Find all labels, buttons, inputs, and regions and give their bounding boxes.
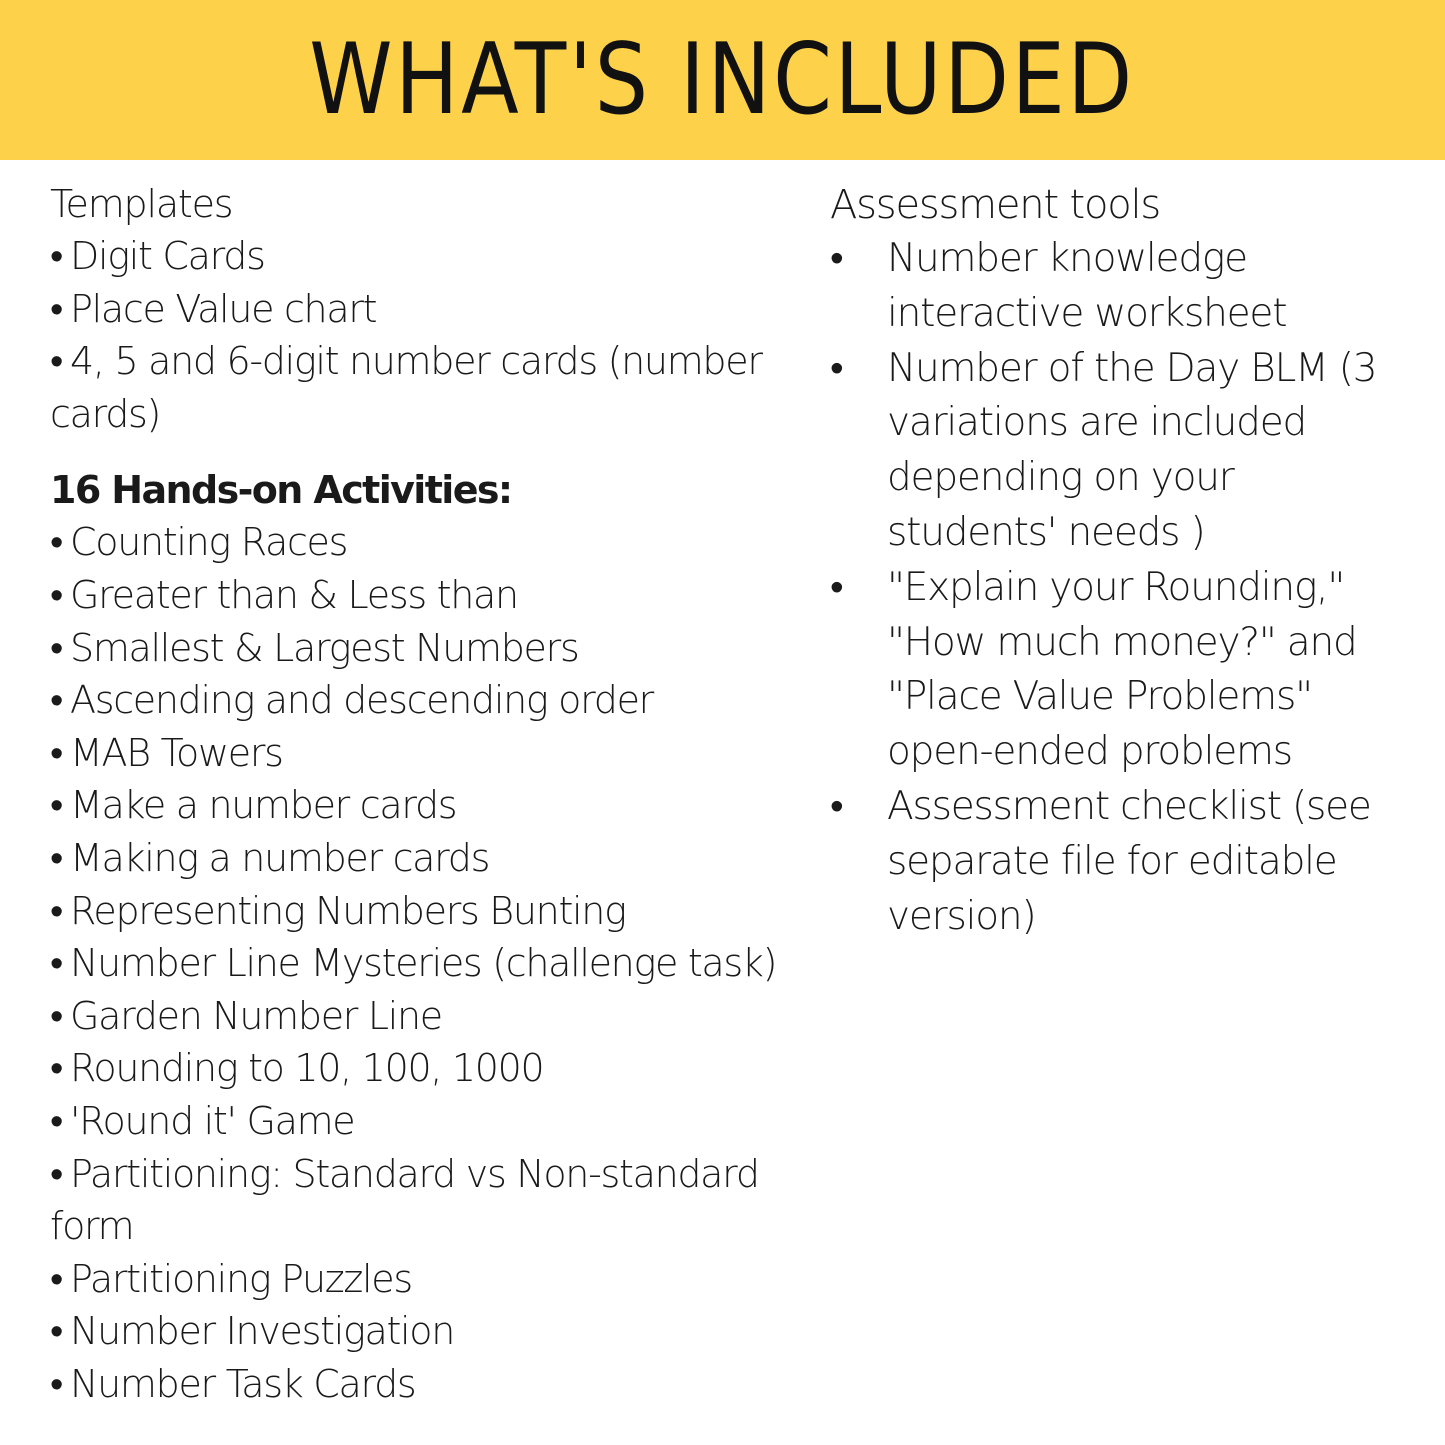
bullet-icon: • xyxy=(50,286,63,331)
list-item-label: Ascending and descending order xyxy=(70,678,654,723)
bullet-icon: • xyxy=(50,1151,63,1196)
bullet-icon: • xyxy=(830,564,843,610)
list-item xyxy=(50,335,795,440)
list-item xyxy=(50,674,795,727)
bullet-icon: • xyxy=(50,1098,63,1143)
list-item xyxy=(50,1095,795,1148)
right-column xyxy=(830,178,1390,944)
list-item xyxy=(50,283,795,336)
list-item-label: Assessment checklist (see separate file for editable version) xyxy=(887,783,1371,939)
list-item xyxy=(50,990,795,1043)
bullet-icon: • xyxy=(50,1361,63,1406)
bullet-icon: • xyxy=(50,1046,63,1091)
list-item-label: 'Round it' Game xyxy=(70,1098,355,1143)
list-item xyxy=(50,1358,795,1411)
list-item xyxy=(50,779,795,832)
list-item xyxy=(50,1042,795,1095)
bullet-icon: • xyxy=(50,835,63,880)
bullet-icon: • xyxy=(50,520,63,565)
bullet-icon: • xyxy=(830,345,843,391)
header-banner xyxy=(0,0,1445,160)
list-item-label: MAB Towers xyxy=(70,730,283,775)
bullet-icon: • xyxy=(830,783,843,829)
bullet-icon: • xyxy=(50,888,63,933)
bullet-icon: • xyxy=(50,572,63,617)
list-item xyxy=(830,342,1390,561)
bullet-icon: • xyxy=(50,678,63,723)
list-item-label: Garden Number Line xyxy=(70,993,442,1038)
list-item xyxy=(50,832,795,885)
list-item-label: Number Line Mysteries (challenge task) xyxy=(70,941,777,986)
bullet-icon: • xyxy=(50,625,63,670)
list-item-label: Making a number cards xyxy=(70,835,490,880)
bullet-icon: • xyxy=(50,234,63,278)
list-item-label: Representing Numbers Bunting xyxy=(70,888,626,933)
bullet-icon: • xyxy=(830,236,843,281)
list-item-label: Number Investigation xyxy=(70,1309,455,1354)
list-item xyxy=(830,561,1390,780)
bullet-icon: • xyxy=(50,339,63,384)
bullet-icon: • xyxy=(50,730,63,775)
list-item xyxy=(830,780,1390,944)
list-item xyxy=(50,937,795,990)
activities-list xyxy=(50,516,795,1410)
list-item-label: 4, 5 and 6-digit number cards (number cards) xyxy=(50,339,762,436)
page-title: WHAT'S INCLUDED xyxy=(309,23,1136,137)
list-item xyxy=(50,516,795,569)
list-item-label: Number knowledge interactive worksheet xyxy=(887,236,1287,336)
list-item-label: Place Value chart xyxy=(70,286,377,331)
templates-list xyxy=(50,230,795,440)
bullet-icon: • xyxy=(50,993,63,1038)
bullet-icon: • xyxy=(50,941,63,986)
list-item-label: Smallest & Largest Numbers xyxy=(70,625,579,670)
list-item-label: Rounding to 10, 100, 1000 xyxy=(70,1046,544,1091)
list-item xyxy=(50,1253,795,1306)
list-item-label: Counting Races xyxy=(70,520,348,565)
list-item xyxy=(50,1305,795,1358)
list-item-label: Partitioning Puzzles xyxy=(70,1256,412,1301)
list-item xyxy=(50,230,795,283)
assessment-list xyxy=(830,232,1390,944)
list-item xyxy=(50,727,795,780)
list-item xyxy=(50,622,795,675)
list-item-label: Number Task Cards xyxy=(70,1361,416,1406)
templates-heading: Templates xyxy=(50,182,233,226)
list-item xyxy=(50,885,795,938)
list-item-label: Digit Cards xyxy=(70,234,265,278)
list-item-label: Greater than & Less than xyxy=(70,572,518,617)
left-column xyxy=(50,178,795,1410)
activities-heading: 16 Hands-on Activities: xyxy=(50,468,512,513)
bullet-icon: • xyxy=(50,1309,63,1354)
list-item-label: Make a number cards xyxy=(70,783,457,828)
bullet-icon: • xyxy=(50,1256,63,1301)
list-item xyxy=(830,232,1390,342)
assessment-heading: Assessment tools xyxy=(830,182,1161,228)
list-item-label: "Explain your Rounding," "How much money?" and "Place Value Problems" open-ended problems xyxy=(887,564,1357,775)
list-item-label: Partitioning: Standard vs Non-standard form xyxy=(50,1151,759,1249)
list-item-label: Number of the Day BLM (3 variations are included depending on your students' needs ) xyxy=(887,345,1377,555)
bullet-icon: • xyxy=(50,783,63,828)
list-item xyxy=(50,1148,795,1253)
list-item xyxy=(50,569,795,622)
